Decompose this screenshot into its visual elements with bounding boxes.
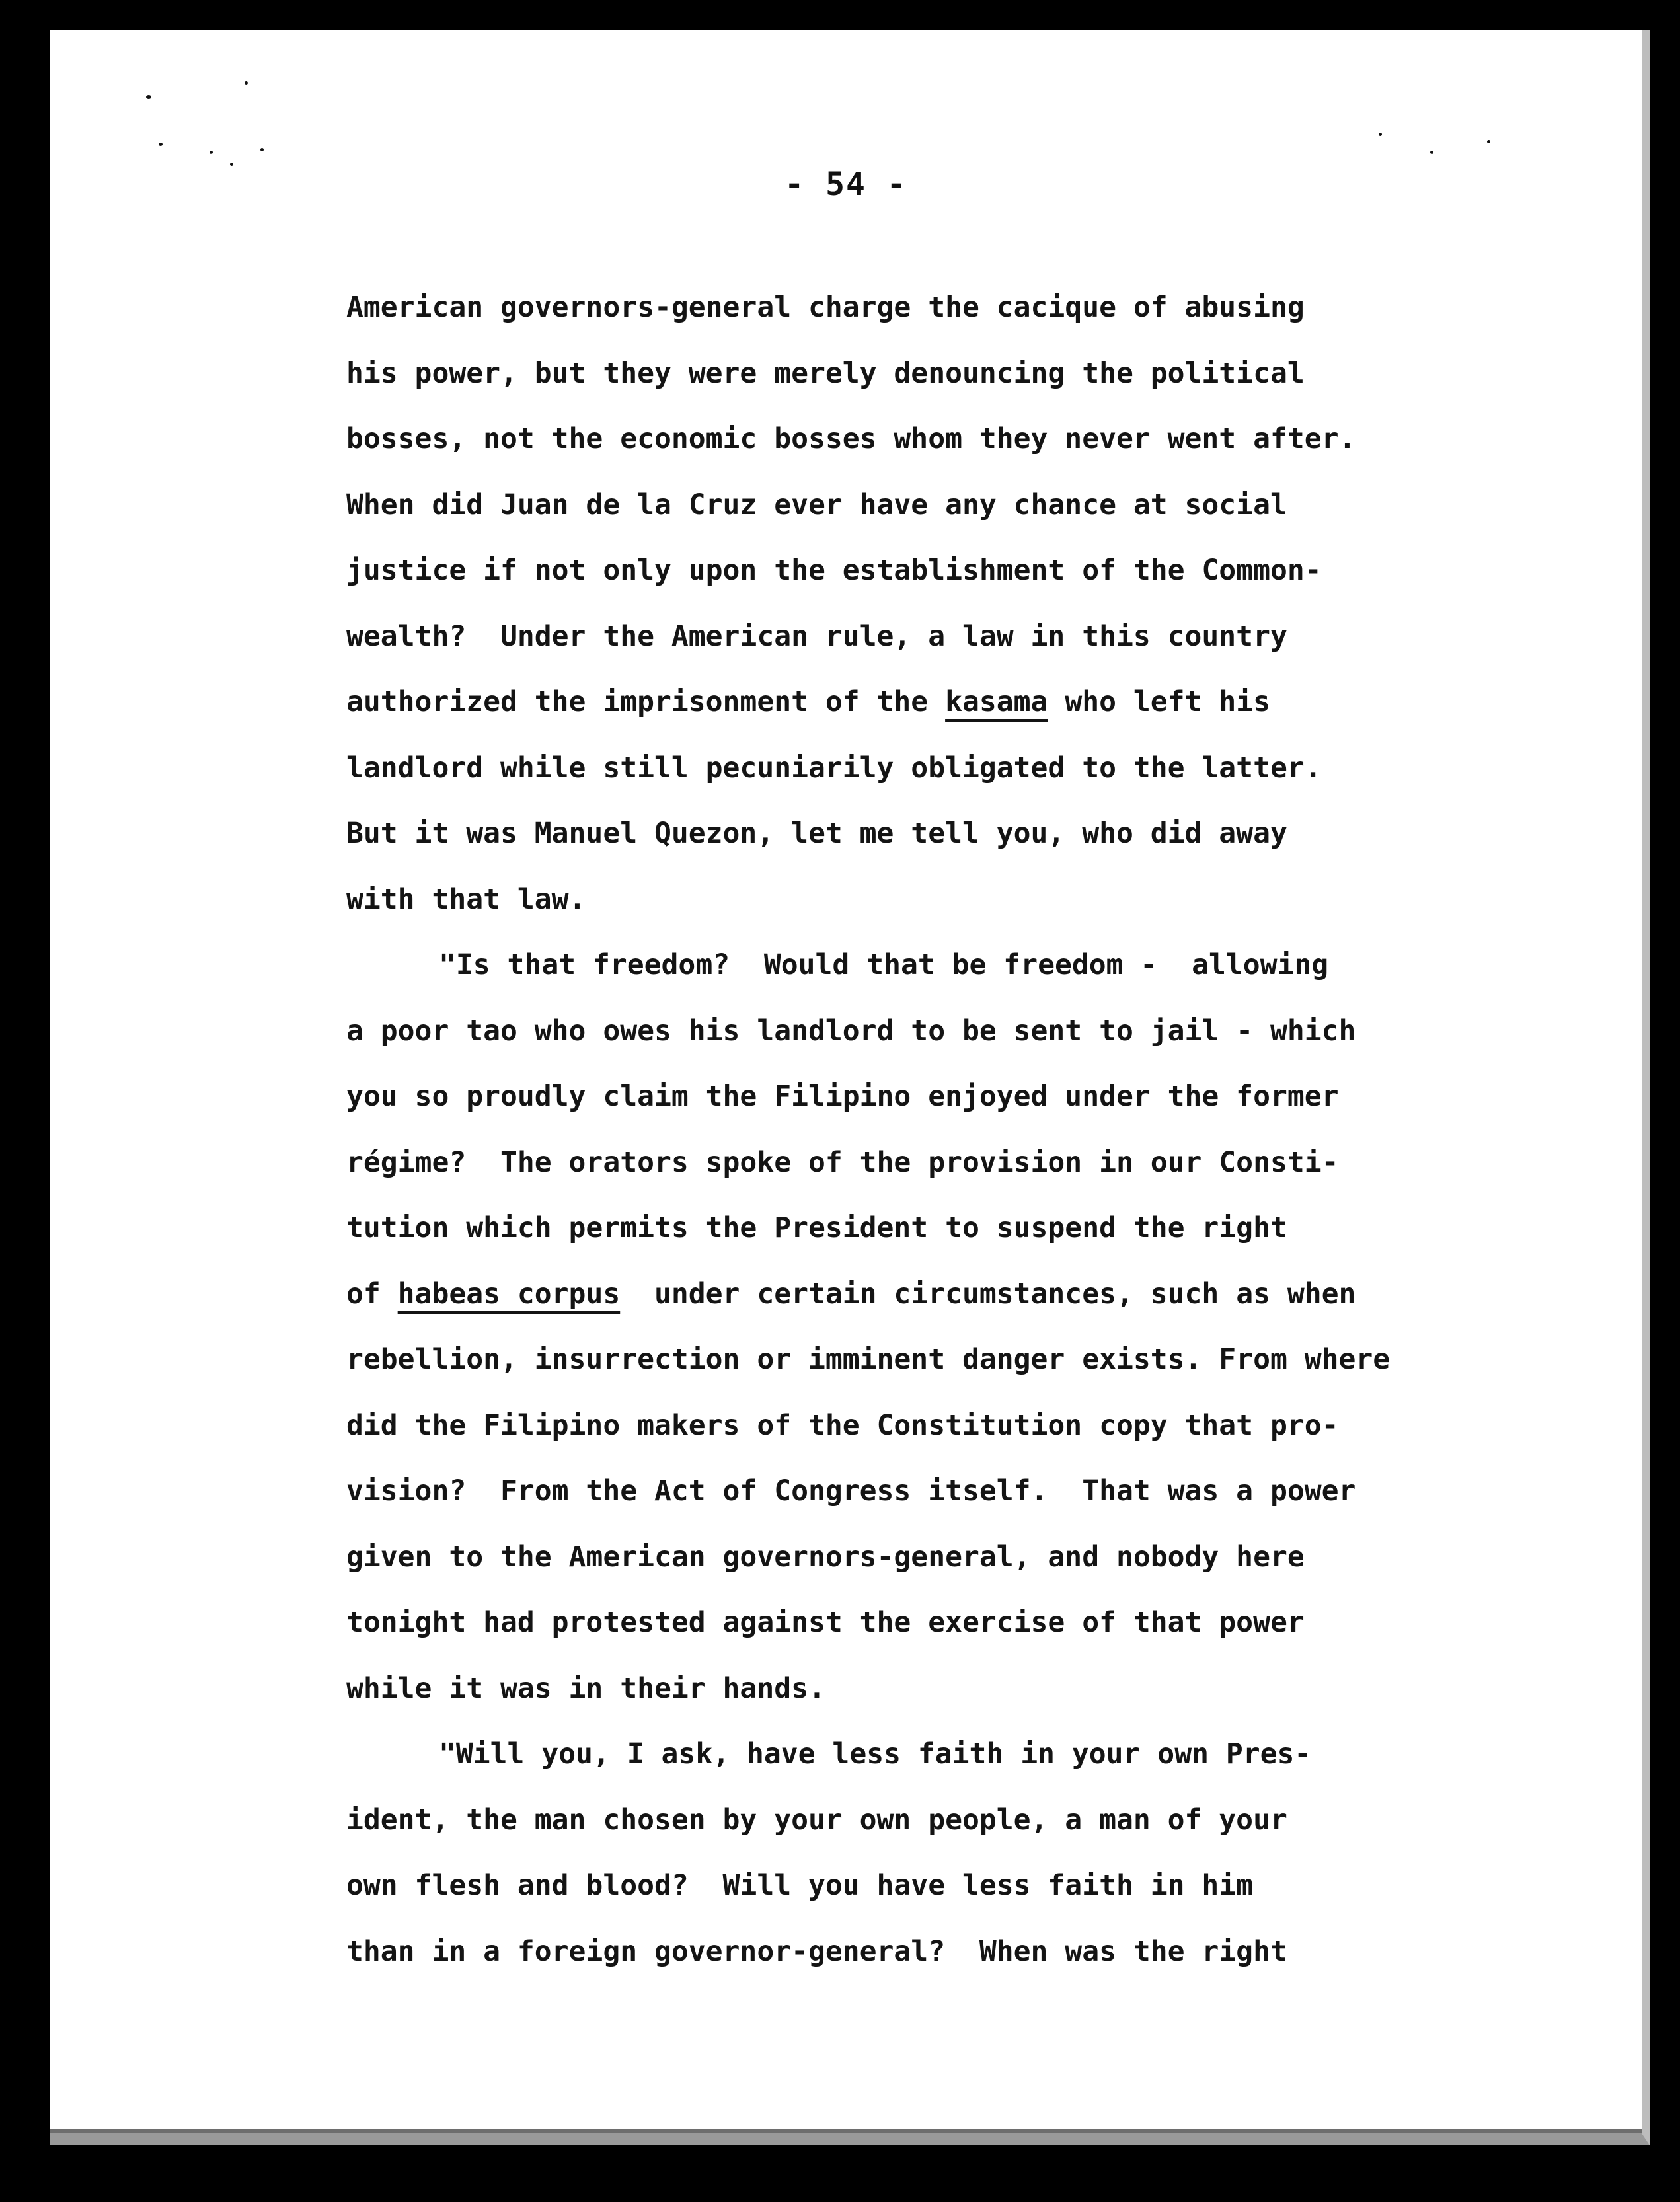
underlined-term: habeas corpus [397,1277,621,1310]
text-line: But it was Manuel Quezon, let me tell you, who did away [346,817,1287,850]
text-line: When did Juan de la Cruz ever have any chance at social [346,488,1287,521]
text-line: American governors-general charge the cacique of abusing [346,291,1305,324]
text-line: did the Filipino makers of the Constitution copy that pro- [346,1408,1339,1442]
text-line: tution which permits the President to suspend the right [346,1211,1287,1244]
page-number: - 54 - [784,166,907,203]
text-line: tonight had protested against the exercise of that power [346,1606,1305,1639]
text-line [346,1262,1642,1328]
text-line: a poor tao who owes his landlord to be sent to jail - which [346,1014,1356,1047]
document-page [50,30,1650,2145]
text-line: landlord while still pecuniarily obligated to the latter. [346,751,1322,784]
text-line: you so proudly claim the Filipino enjoyed under the former [346,1080,1339,1113]
text-line: wealth? Under the American rule, a law in this country [346,619,1287,653]
text-line: while it was in their hands. [346,1671,825,1705]
page-edge-shadow [50,2129,1642,2133]
ink-speck [1430,151,1433,154]
ink-speck [245,81,248,85]
text-line: régime? The orators spoke of the provision in our Consti- [346,1145,1339,1179]
text-line: with that law. [346,882,586,916]
underlined-term: kasama [945,685,1048,718]
text-line: own flesh and blood? Will you have less faith in him [346,1869,1254,1902]
ink-speck [210,151,213,154]
text-line: than in a foreign governor-general? When was the right [346,1934,1287,1968]
text-line: justice if not only upon the establishment of the Common- [346,554,1322,587]
ink-speck [146,95,151,99]
body-text [346,275,1642,1985]
line-text: who left his [1048,685,1270,718]
line-text: of [346,1277,398,1310]
text-line: bosses, not the economic bosses whom they never went after. [346,422,1356,455]
text-line: his power, but they were merely denouncing the political [346,356,1305,390]
ink-speck [260,148,264,151]
text-line [346,669,1642,736]
ink-speck [1379,133,1382,136]
text-line: "Will you, I ask, have less faith in your own Pres- [439,1737,1312,1770]
text-line: "Is that freedom? Would that be freedom - allowing [439,948,1329,981]
text-line: given to the American governors-general, and nobody here [346,1540,1305,1574]
ink-speck [1487,140,1490,143]
text-line: ident, the man chosen by your own people, a man of your [346,1803,1287,1837]
line-text: under certain circumstances, such as when [620,1277,1356,1310]
line-text: authorized the imprisonment of the [346,685,946,718]
ink-speck [159,143,163,146]
text-line: vision? From the Act of Congress itself. That was a power [346,1474,1356,1507]
text-line: rebellion, insurrection or imminent danger exists. From where [346,1343,1391,1376]
